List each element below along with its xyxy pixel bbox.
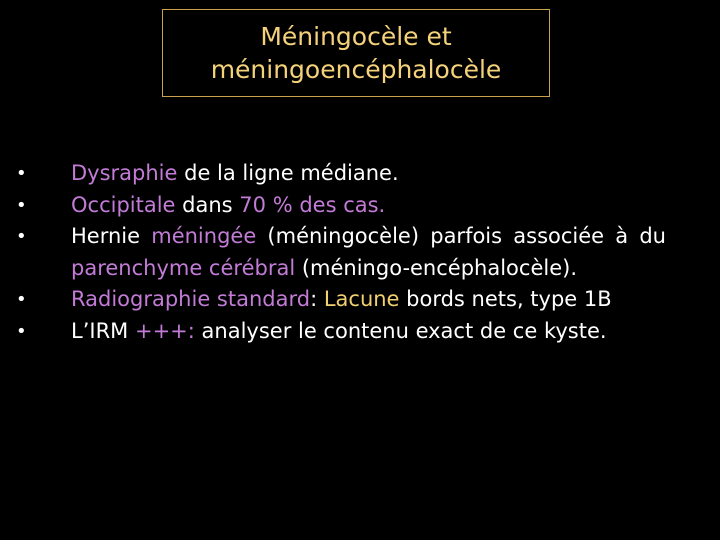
bullet-text: de la ligne médiane.	[177, 161, 399, 185]
bullet-text-highlight: 70 % des cas.	[239, 192, 386, 217]
bullet-text: bords nets, type 1B	[399, 287, 612, 312]
bullet-text: (méningocèle) parfois associée à du	[256, 224, 666, 249]
bullet-text: analyser le contenu exact de ce kyste.	[194, 318, 607, 343]
bullet-marker: •	[16, 320, 27, 342]
bullet-item-radiographie	[16, 284, 666, 316]
bullet-text-highlight: +++:	[134, 318, 195, 343]
bullet-item-irm	[16, 316, 666, 348]
bullet-text-highlight: Occipitale	[71, 192, 176, 217]
bullet-marker: •	[16, 163, 27, 184]
bullet-text-highlight-yellow: Lacune	[323, 287, 400, 312]
bullet-text: (méningo-encéphalocèle).	[295, 255, 577, 280]
slide-title-line-2: méningoencéphalocèle	[210, 55, 502, 84]
bullet-item-occipitale	[16, 190, 666, 222]
bullet-text-highlight: Radiographie standard	[71, 287, 311, 312]
bullet-text: L’IRM	[71, 318, 135, 343]
bullet-item-dysraphie	[16, 158, 666, 190]
bullet-text: dans	[175, 192, 240, 217]
slide-title-box	[162, 9, 550, 97]
bullet-text-highlight: Dysraphie	[71, 161, 178, 185]
bullet-marker: •	[16, 226, 27, 248]
bullet-text: Hernie	[71, 224, 152, 249]
bullet-list	[16, 158, 666, 348]
bullet-marker: •	[16, 194, 27, 216]
bullet-text: :	[310, 287, 324, 312]
bullet-marker: •	[16, 289, 27, 311]
bullet-text-highlight: parenchyme cérébral	[71, 255, 296, 280]
bullet-item-hernie	[16, 221, 666, 284]
bullet-text-highlight: méningée	[151, 224, 257, 249]
slide-title-line-1: Méningocèle et	[260, 22, 452, 51]
